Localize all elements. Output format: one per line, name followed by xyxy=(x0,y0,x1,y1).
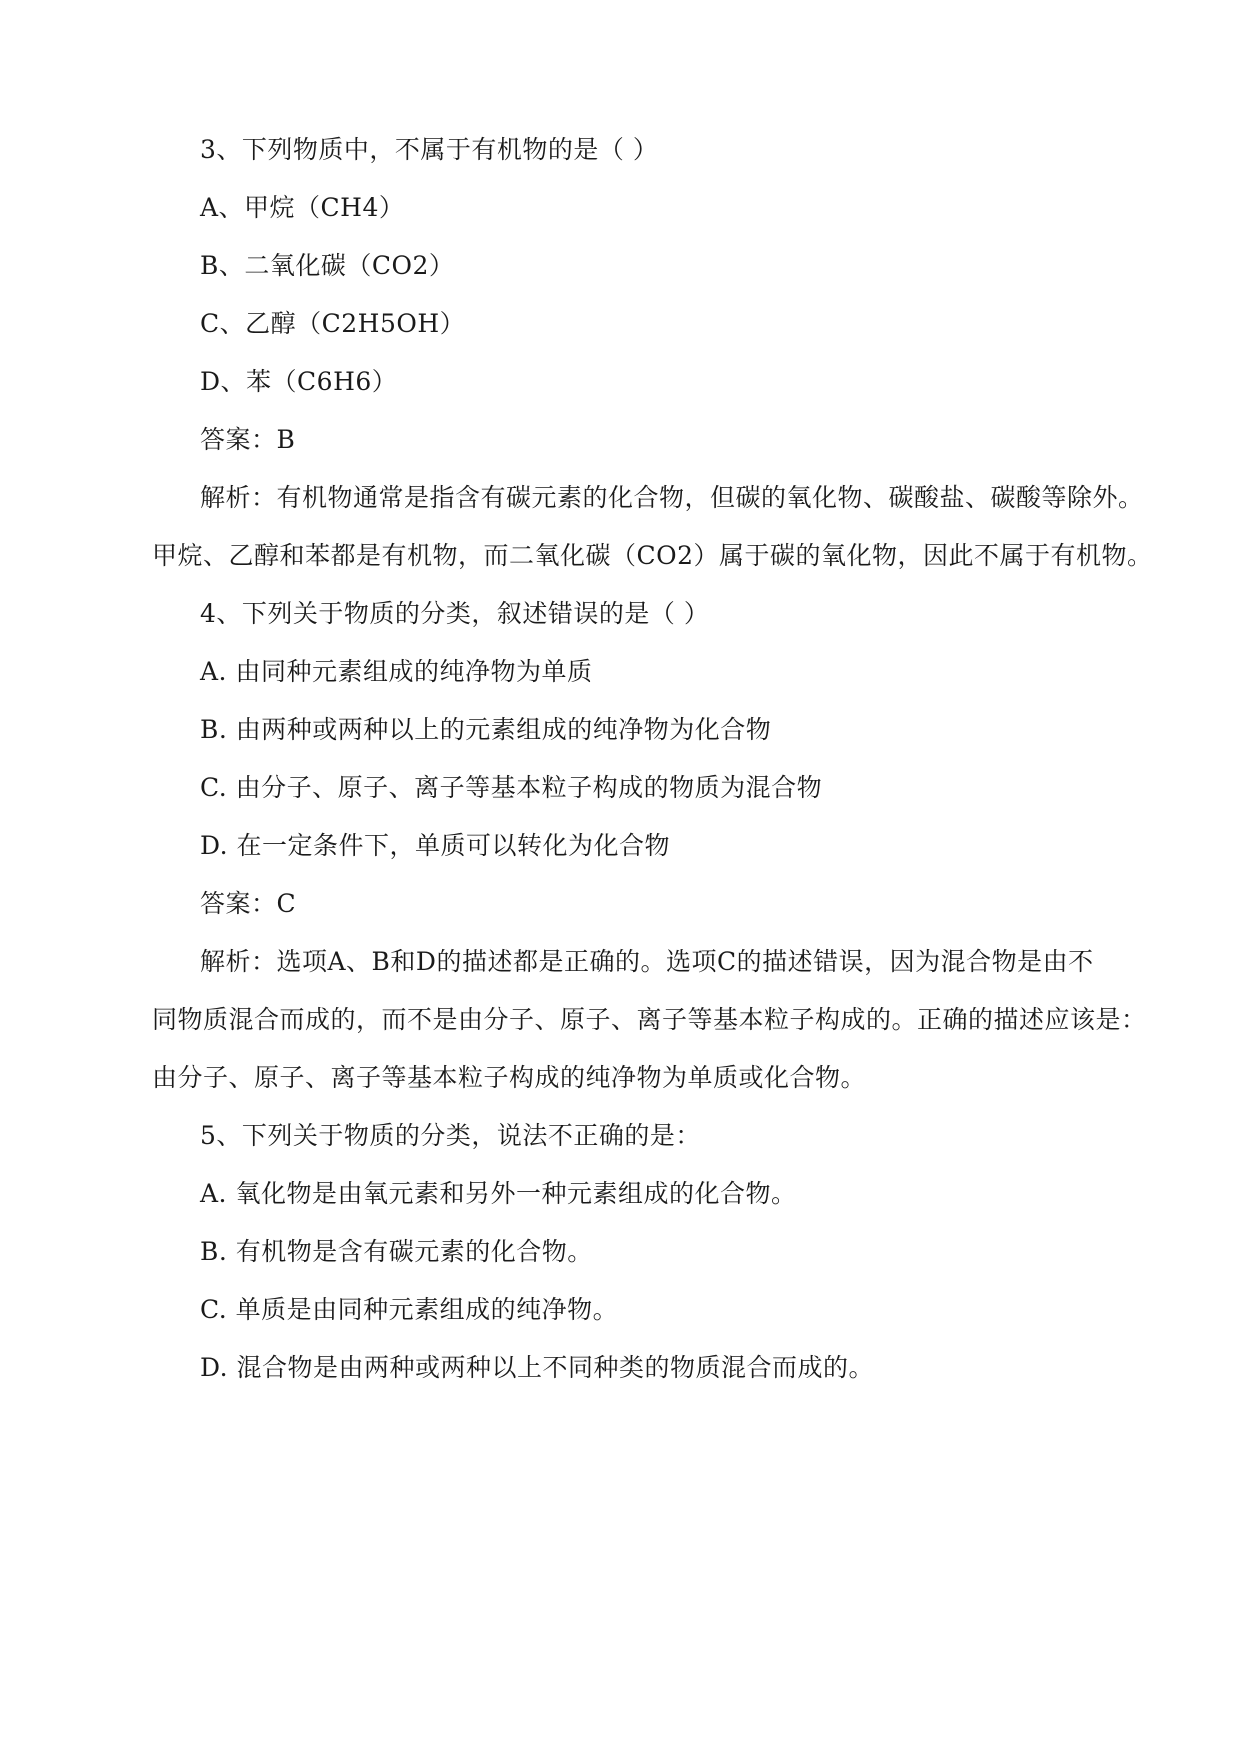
question-3-option-a: A、甲烷（CH4） xyxy=(200,193,405,222)
question-4-analysis-line-2: 同物质混合而成的，而不是由分子、原子、离子等基本粒子构成的。正确的描述应该是： xyxy=(152,1005,1147,1034)
question-4-stem: 4、下列关于物质的分类，叙述错误的是（ ） xyxy=(200,599,710,628)
question-5-option-c: C. 单质是由同种元素组成的纯净物。 xyxy=(200,1295,619,1324)
question-5-option-d: D. 混合物是由两种或两种以上不同种类的物质混合而成的。 xyxy=(200,1353,875,1382)
question-3-option-d: D、苯（C6H6） xyxy=(200,367,398,396)
question-3-analysis-line-2: 甲烷、乙醇和苯都是有机物，而二氧化碳（CO2）属于碳的氧化物，因此不属于有机物。 xyxy=(152,541,1153,570)
question-5-stem: 5、下列关于物质的分类，说法不正确的是： xyxy=(200,1121,701,1150)
question-3-option-c: C、乙醇（C2H5OH） xyxy=(200,309,466,338)
question-3-stem: 3、下列物质中，不属于有机物的是（ ） xyxy=(200,135,659,164)
question-3-analysis-line-1: 解析：有机物通常是指含有碳元素的化合物，但碳的氧化物、碳酸盐、碳酸等除外。 xyxy=(200,483,1144,512)
question-4-option-d: D. 在一定条件下，单质可以转化为化合物 xyxy=(200,831,671,860)
question-4-analysis-line-1: 解析：选项A、B和D的描述都是正确的。选项C的描述错误，因为混合物是由不 xyxy=(200,947,1094,976)
question-4-analysis-line-3: 由分子、原子、离子等基本粒子构成的纯净物为单质或化合物。 xyxy=(152,1063,867,1092)
question-5-option-a: A. 氧化物是由氧元素和另外一种元素组成的化合物。 xyxy=(200,1179,797,1208)
question-4-option-a: A. 由同种元素组成的纯净物为单质 xyxy=(200,657,593,686)
question-4-answer: 答案：C xyxy=(200,889,297,918)
question-5-option-b: B. 有机物是含有碳元素的化合物。 xyxy=(200,1237,593,1266)
question-3-answer: 答案：B xyxy=(200,425,296,454)
question-4-option-c: C. 由分子、原子、离子等基本粒子构成的物质为混合物 xyxy=(200,773,823,802)
question-3-option-b: B、二氧化碳（CO2） xyxy=(200,251,455,280)
question-4-option-b: B. 由两种或两种以上的元素组成的纯净物为化合物 xyxy=(200,715,772,744)
